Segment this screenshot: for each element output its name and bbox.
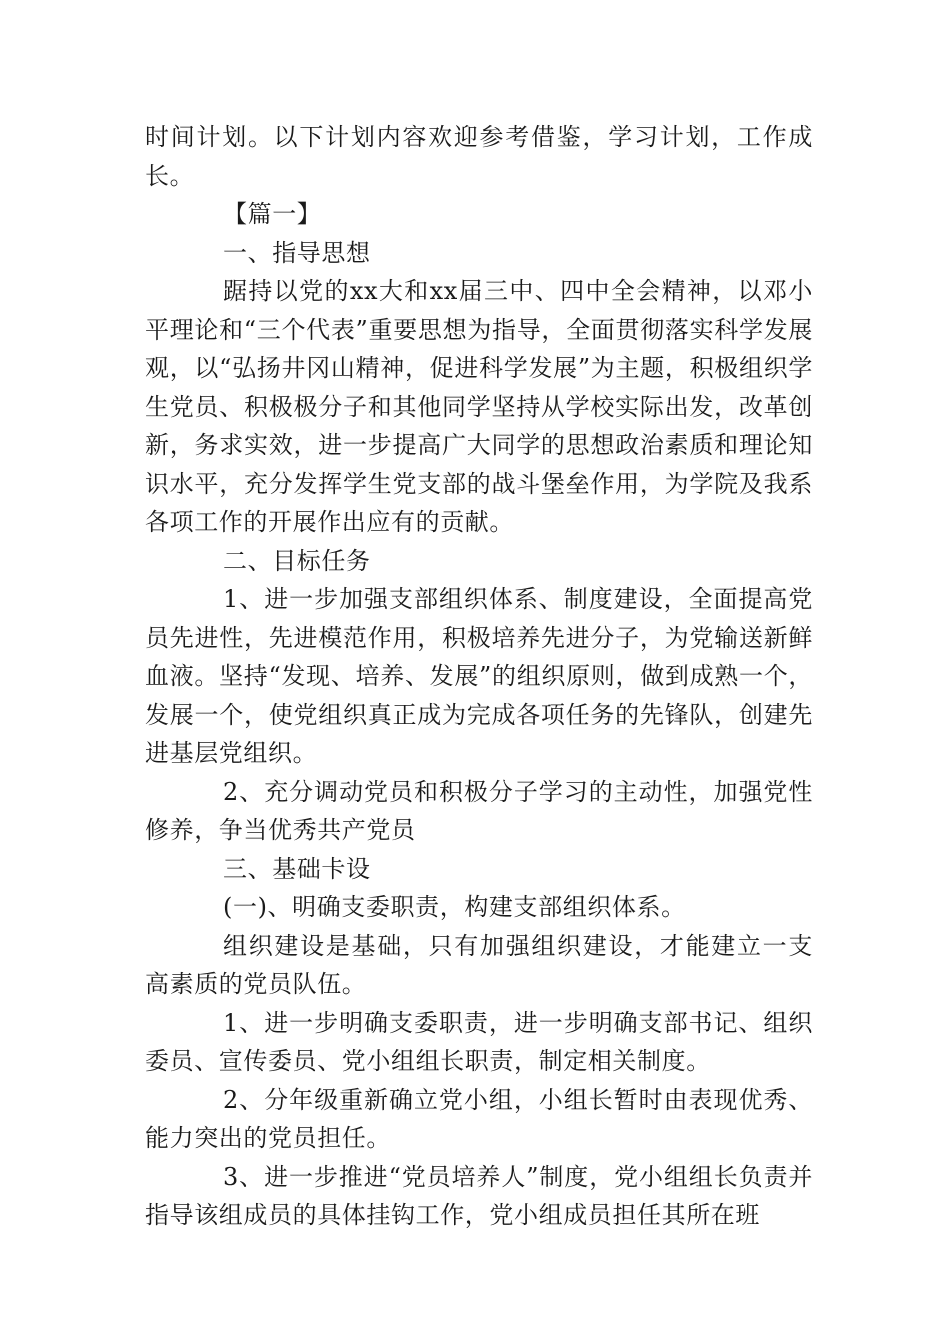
heading-foundation: 三、基础卡设: [223, 854, 371, 883]
document-body: [145, 118, 813, 1235]
section-title-part-one: 【篇一】: [223, 200, 322, 228]
paragraph-guiding-ideology: 踞持以党的xx大和xx届三中、四中全会精神，以邓小平理论和“三个代表”重要思想为指导，全面贯彻落实科学发展观，以“弘扬井冈山精神，促进科学发展”为主题，积极组织学生党员、积极极分子和其他同学坚持从学校实际出发，改革创新，务求实效，进一步提高广大同学的思想政治素质和理论知识水平，充分发挥学生党支部的战斗堡垒作用，为学院及我系各项工作的开展作出应有的贡献。: [145, 277, 813, 536]
subheading-committee-duties: (一)、明确支委职责，构建支部组织体系。: [223, 893, 686, 921]
paragraph-organization-building: 组织建设是基础，只有加强组织建设，才能建立一支高素质的党员队伍。: [145, 931, 813, 998]
heading-goals-tasks: 二、目标任务: [223, 546, 371, 575]
heading-guiding-ideology: 一、指导思想: [223, 238, 371, 267]
paragraph-item-3: 3、进一步推进“党员培养人”制度，党小组组长负责并指导该组成员的具体挂钩工作，党小组成员担任其所在班: [145, 1162, 813, 1229]
paragraph-goal-1: 1、进一步加强支部组织体系、制度建设，全面提高党员先进性，先进模范作用，积极培养先进分子，为党输送新鲜血液。坚持“发现、培养、发展”的组织原则，做到成熟一个，发展一个，使党组织真正成为完成各项任务的先锋队，创建先进基层党组织。: [145, 585, 813, 767]
paragraph-intro-continuation: 时间计划。以下计划内容欢迎参考借鉴，学习计划，工作成长。: [145, 123, 813, 190]
paragraph-goal-2: 2、充分调动党员和积极分子学习的主动性，加强党性修养，争当优秀共产党员: [145, 777, 813, 844]
paragraph-item-1: 1、进一步明确支委职责，进一步明确支部书记、组织委员、宣传委员、党小组组长职责，制定相关制度。: [145, 1008, 813, 1075]
paragraph-item-2: 2、分年级重新确立党小组，小组长暂时由表现优秀、能力突出的党员担任。: [145, 1085, 813, 1152]
